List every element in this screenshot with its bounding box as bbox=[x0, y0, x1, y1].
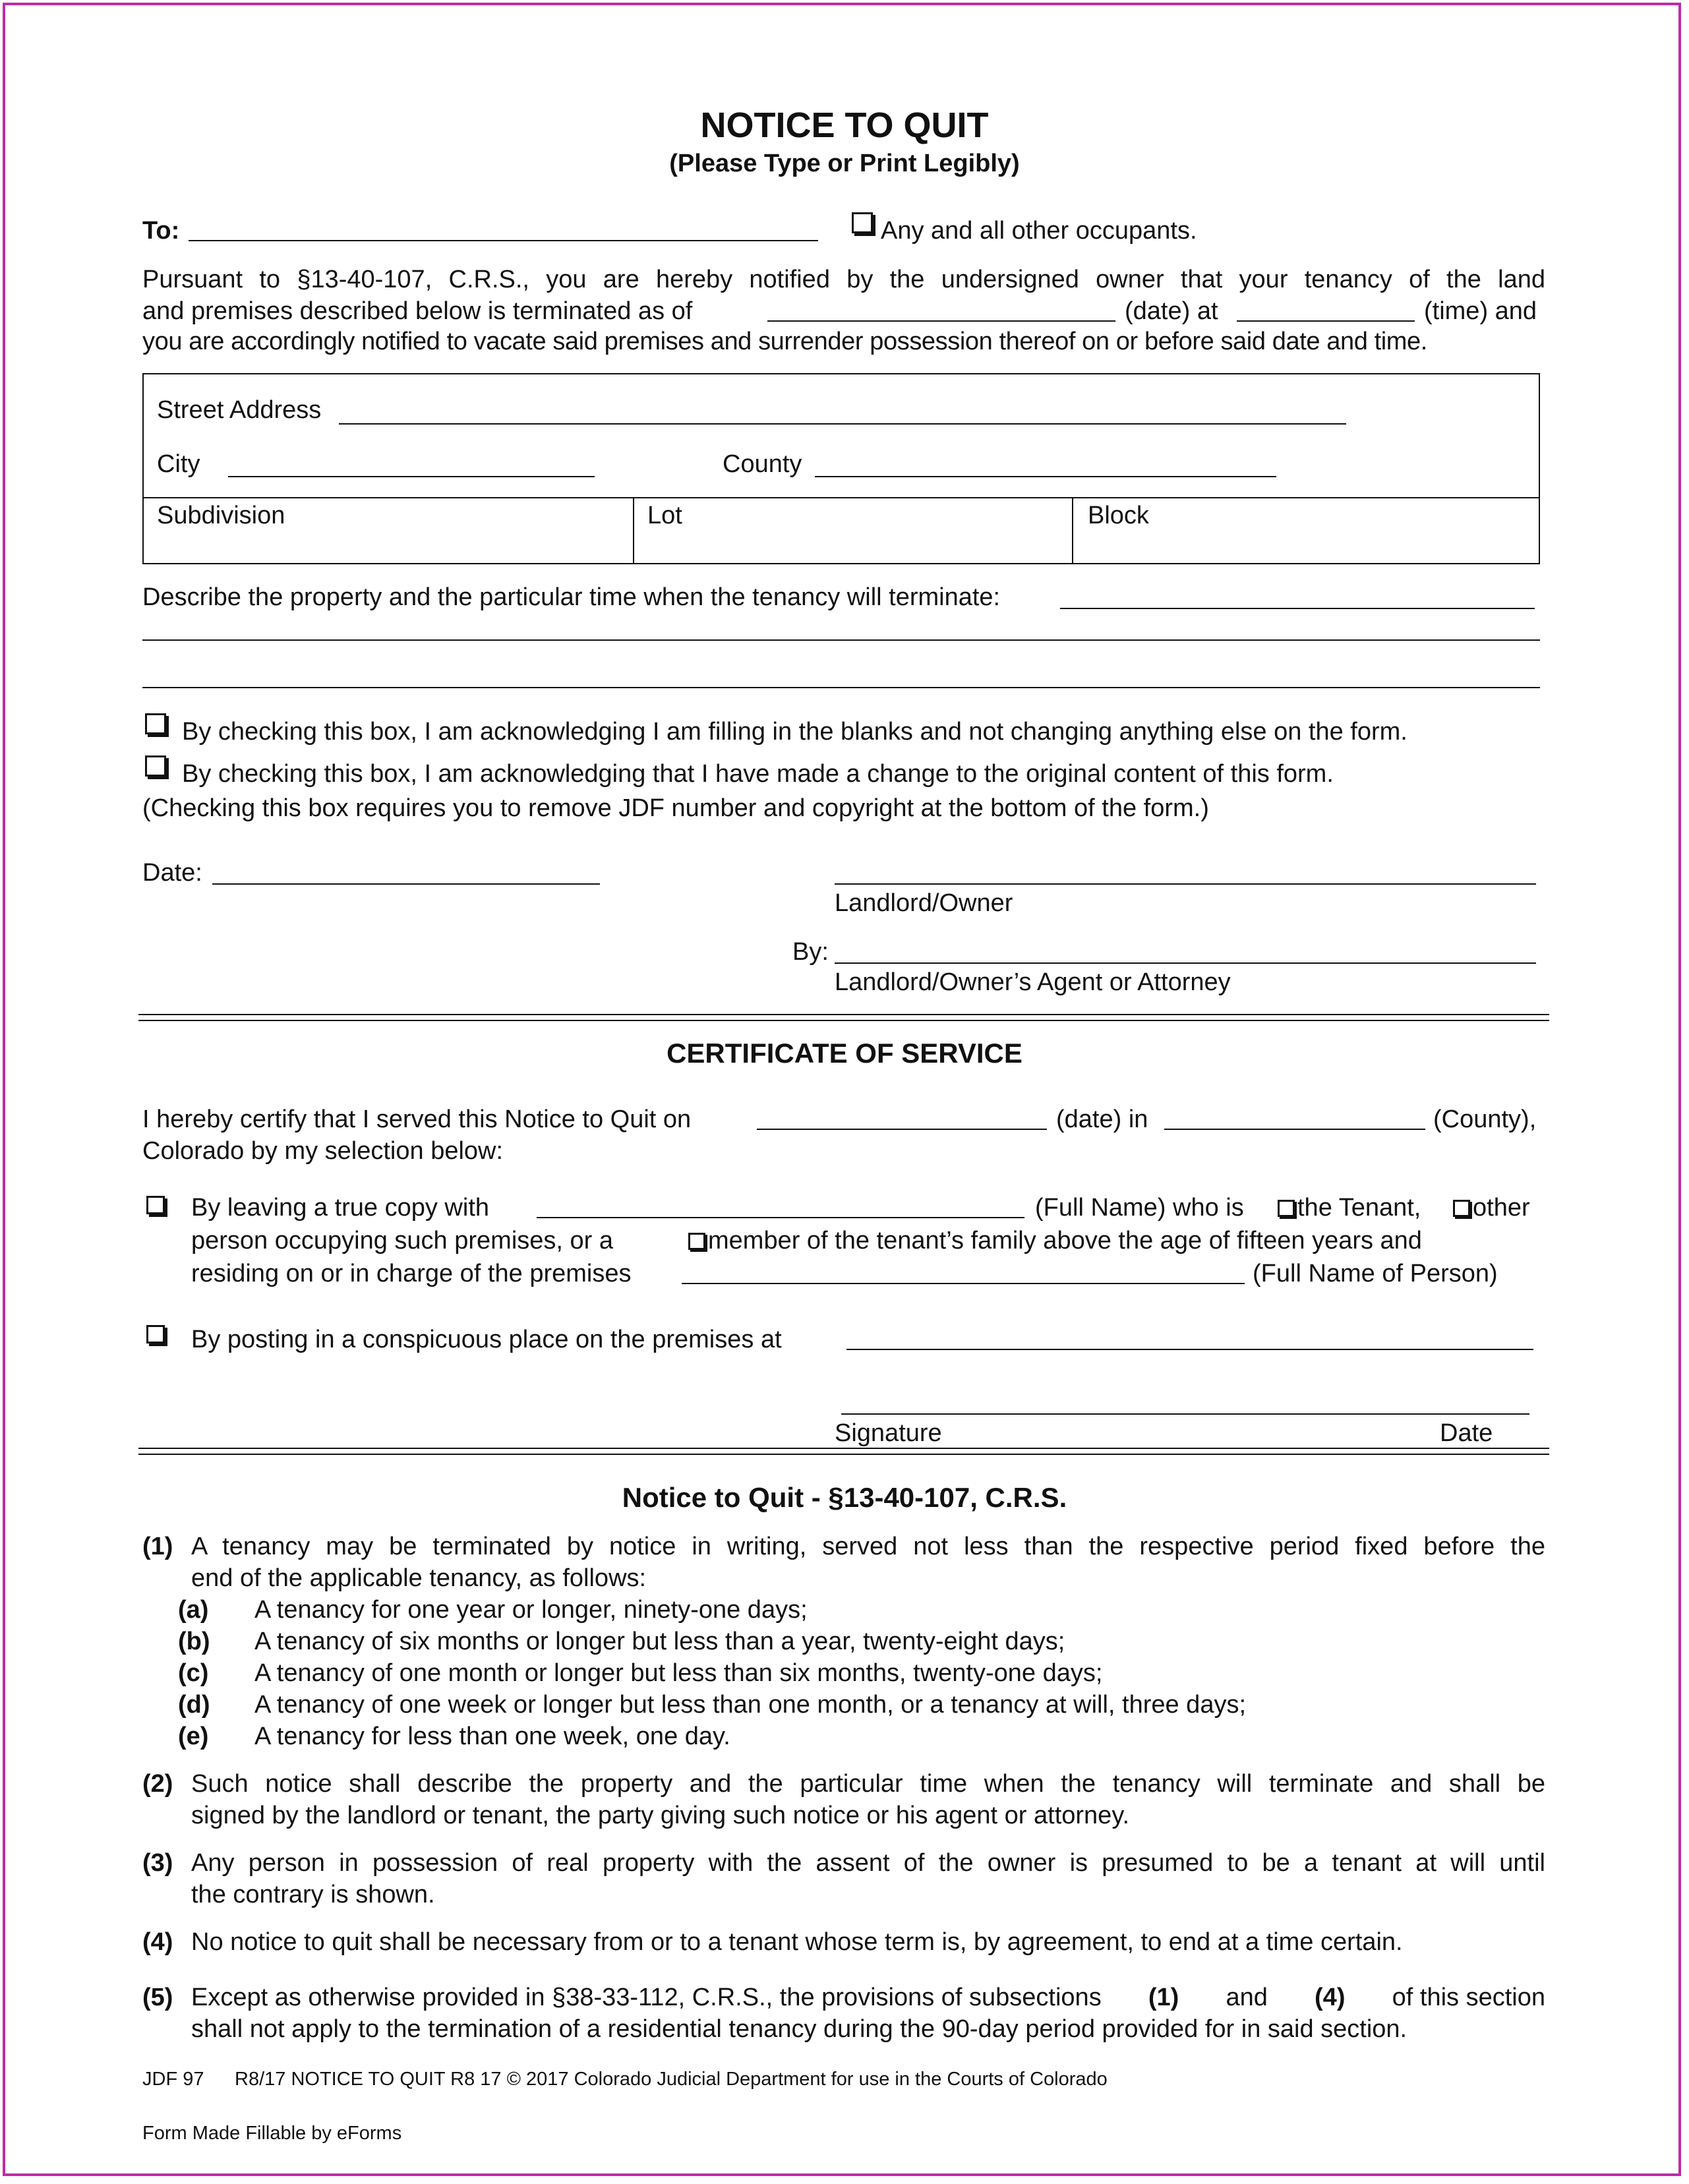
p5-line1 bbox=[191, 1982, 1545, 2013]
other-occupants-checkbox[interactable] bbox=[852, 212, 873, 233]
address-divider bbox=[142, 497, 1540, 498]
item-a-text: A tenancy for one year or longer, ninety-one days; bbox=[254, 1596, 808, 1624]
other-occupants-label: Any and all other occupants. bbox=[881, 217, 1197, 245]
signature-label: Signature bbox=[835, 1419, 942, 1447]
terminate-date-field[interactable] bbox=[767, 320, 1115, 322]
cert-line1-a: I hereby certify that I served this Notice to Quit on bbox=[142, 1106, 692, 1133]
city-label: City bbox=[157, 450, 200, 478]
county-field[interactable] bbox=[815, 476, 1276, 477]
opt1-line3-b: (Full Name of Person) bbox=[1253, 1260, 1498, 1287]
landlord-signature-field[interactable] bbox=[835, 883, 1536, 885]
opt1-b: (Full Name) who is bbox=[1035, 1194, 1244, 1222]
date-field[interactable] bbox=[212, 883, 600, 885]
person-name-field[interactable] bbox=[682, 1283, 1245, 1284]
by-label: By: bbox=[792, 938, 829, 966]
p2-line1: Such notice shall describe the property and the particular time when the tenancy will terminate and shall be bbox=[191, 1770, 1545, 1798]
subdivision-label: Subdivision bbox=[157, 502, 285, 529]
other-person-checkbox[interactable] bbox=[1453, 1200, 1470, 1217]
posting-checkbox[interactable] bbox=[146, 1325, 165, 1343]
p5-line1-a: Except as otherwise provided in §38-33-112, C.R.S., the provisions of subsections bbox=[191, 1984, 1102, 2011]
certificate-title: CERTIFICATE OF SERVICE bbox=[667, 1038, 1022, 1069]
statute-title: Notice to Quit - §13-40-107, C.R.S. bbox=[622, 1482, 1067, 1513]
p4-number: (4) bbox=[142, 1928, 173, 1956]
p2-number: (2) bbox=[142, 1770, 173, 1798]
address-divider-v2 bbox=[1072, 497, 1073, 563]
full-name-field[interactable] bbox=[537, 1217, 1024, 1218]
served-county-field[interactable] bbox=[1164, 1129, 1425, 1130]
signature-date-label: Date bbox=[1440, 1419, 1493, 1447]
agent-signature-field[interactable] bbox=[835, 962, 1536, 964]
item-b-label: (b) bbox=[178, 1628, 210, 1655]
footer-jdf: JDF 97 bbox=[142, 2069, 204, 2090]
posting-location-field[interactable] bbox=[846, 1349, 1533, 1350]
p3-line2: the contrary is shown. bbox=[191, 1881, 435, 1908]
block-label: Block bbox=[1088, 502, 1149, 529]
p1-line1: A tenancy may be terminated by notice in writing, served not less than the respective period fixed before the bbox=[191, 1533, 1545, 1560]
p5-line1-b: (1) bbox=[1148, 1984, 1179, 2011]
p2-line2: signed by the landlord or tenant, the party giving such notice or his agent or attorney. bbox=[191, 1802, 1130, 1829]
address-divider-v1 bbox=[633, 497, 634, 563]
other-person-option[interactable] bbox=[1453, 1192, 1530, 1224]
item-e-label: (e) bbox=[178, 1723, 209, 1750]
p5-line1-e: of this section bbox=[1392, 1984, 1545, 2011]
pursuant-line1: Pursuant to §13-40-107, C.R.S., you are hereby notified by the undersigned owner that your tenancy of the land bbox=[142, 266, 1545, 293]
served-date-field[interactable] bbox=[757, 1129, 1047, 1130]
p4-line1: No notice to quit shall be necessary from or to a tenant whose term is, by agreement, to end at a time certain. bbox=[191, 1928, 1403, 1956]
city-field[interactable] bbox=[228, 476, 595, 477]
landlord-owner-label: Landlord/Owner bbox=[835, 889, 1013, 917]
p5-line1-c: and bbox=[1226, 1984, 1268, 2011]
p5-line2: shall not apply to the termination of a residential tenancy during the 90-day period provided for in said section. bbox=[191, 2015, 1408, 2043]
describe-field-2[interactable] bbox=[142, 639, 1540, 641]
item-c-text: A tenancy of one month or longer but less than six months, twenty-one days; bbox=[254, 1659, 1103, 1687]
item-d-label: (d) bbox=[178, 1691, 210, 1719]
item-a-label: (a) bbox=[178, 1596, 209, 1624]
pursuant-line2-a: and premises described below is terminated as of bbox=[142, 297, 693, 325]
family-member-option[interactable] bbox=[688, 1225, 1422, 1256]
cert-line1-b: (date) in bbox=[1056, 1106, 1148, 1133]
server-signature-field[interactable] bbox=[841, 1413, 1529, 1415]
tenant-checkbox[interactable] bbox=[1278, 1200, 1295, 1217]
opt1-a: By leaving a true copy with bbox=[191, 1194, 490, 1222]
to-field[interactable] bbox=[189, 240, 818, 241]
cert-line1-c: (County), bbox=[1433, 1106, 1537, 1133]
agent-label: Landlord/Owner’s Agent or Attorney bbox=[835, 968, 1231, 996]
terminate-time-field[interactable] bbox=[1237, 320, 1415, 322]
describe-label: Describe the property and the particular time when the tenancy will terminate: bbox=[142, 583, 1001, 611]
footer-revision: R8/17 NOTICE TO QUIT R8 17 © 2017 Colorado Judicial Department for use in the Courts of Colorado bbox=[235, 2069, 1108, 2090]
lot-label: Lot bbox=[647, 502, 682, 529]
p5-number: (5) bbox=[142, 1984, 173, 2011]
item-e-text: A tenancy for less than one week, one day. bbox=[254, 1723, 730, 1750]
p1-number: (1) bbox=[142, 1533, 173, 1560]
address-box bbox=[142, 373, 1540, 564]
tenant-option[interactable] bbox=[1278, 1192, 1421, 1224]
footer-eforms: Form Made Fillable by eForms bbox=[142, 2123, 402, 2144]
item-d-text: A tenancy of one week or longer but less than one month, or a tenancy at will, three days; bbox=[254, 1691, 1247, 1719]
other-person-label: other bbox=[1473, 1194, 1530, 1222]
street-field[interactable] bbox=[339, 423, 1346, 425]
pursuant-line3: you are accordingly notified to vacate said premises and surrender possession thereof on or before said date and time. bbox=[142, 328, 1427, 355]
date-label: Date: bbox=[142, 859, 202, 887]
item-b-text: A tenancy of six months or longer but less than a year, twenty-eight days; bbox=[254, 1628, 1065, 1655]
p3-line1: Any person in possession of real property with the assent of the owner is presumed to be a tenant at will until bbox=[191, 1849, 1545, 1877]
describe-field-3[interactable] bbox=[142, 687, 1540, 688]
cert-line2: Colorado by my selection below: bbox=[142, 1137, 504, 1165]
opt1-line3-a: residing on or in charge of the premises bbox=[191, 1260, 632, 1287]
section-divider-1 bbox=[138, 1014, 1549, 1021]
leave-copy-checkbox[interactable] bbox=[146, 1196, 165, 1214]
check2-note: (Checking this box requires you to remove JDF number and copyright at the bottom of the form.) bbox=[142, 794, 1209, 822]
opt2-label: By posting in a conspicuous place on the premises at bbox=[191, 1326, 782, 1353]
family-member-label: member of the tenant’s family above the age of fifteen years and bbox=[708, 1227, 1422, 1254]
p3-number: (3) bbox=[142, 1849, 173, 1877]
page-title: NOTICE TO QUIT bbox=[700, 105, 989, 145]
p1-line2: end of the applicable tenancy, as follows: bbox=[191, 1564, 647, 1592]
check1-label: By checking this box, I am acknowledging I am filling in the blanks and not changing anything else on the form. bbox=[182, 718, 1408, 746]
opt1-line2-a: person occupying such premises, or a bbox=[191, 1227, 613, 1254]
describe-field-1[interactable] bbox=[1060, 608, 1535, 609]
street-label: Street Address bbox=[157, 396, 322, 424]
changed-checkbox[interactable] bbox=[145, 755, 166, 777]
no-change-checkbox[interactable] bbox=[145, 713, 166, 734]
to-label: To: bbox=[142, 217, 180, 245]
pursuant-line2-c: (time) and bbox=[1424, 297, 1537, 325]
item-c-label: (c) bbox=[178, 1659, 209, 1687]
section-divider-2 bbox=[138, 1448, 1549, 1455]
tenant-label: the Tenant, bbox=[1297, 1194, 1421, 1222]
p5-line1-d: (4) bbox=[1315, 1984, 1346, 2011]
page-subtitle: (Please Type or Print Legibly) bbox=[669, 150, 1020, 177]
check2-label: By checking this box, I am acknowledging that I have made a change to the original content of this form. bbox=[182, 760, 1334, 788]
county-label: County bbox=[723, 450, 802, 478]
pursuant-line2-b: (date) at bbox=[1125, 297, 1218, 325]
family-member-checkbox[interactable] bbox=[688, 1233, 705, 1250]
